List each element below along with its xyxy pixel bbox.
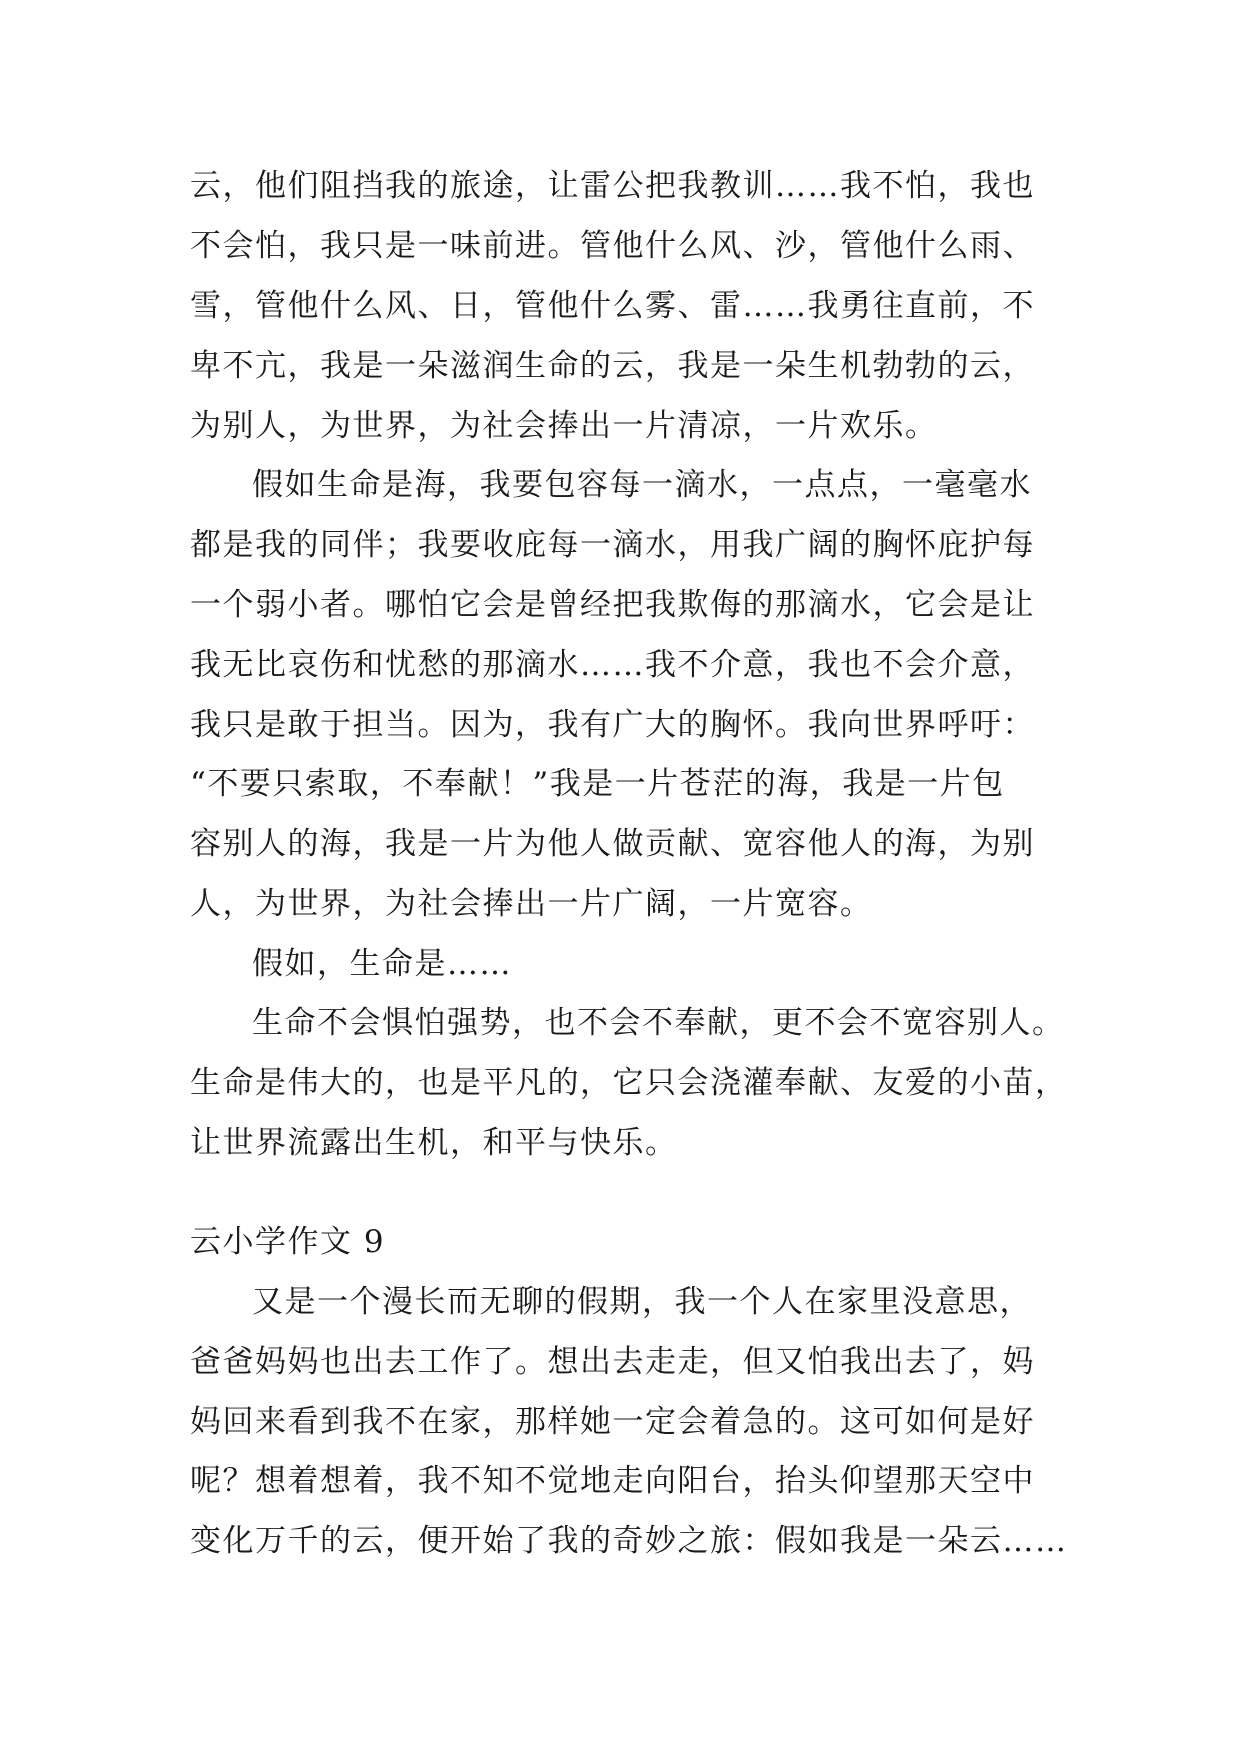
text-line: “不要只索取，不奉献！”我是一片苍茫的海，我是一片包 [190,766,1005,802]
text-line: 变化万千的云，便开始了我的奇妙之旅：假如我是一朵云…… [190,1523,1068,1559]
text-line: 雪，管他什么风、日，管他什么雾、雷……我勇往直前，不 [190,288,1035,324]
paragraph-first-line: 生命不会惧怕强势，也不会不奉献，更不会不宽容别人。 [252,1005,1065,1041]
text-line: 人，为世界，为社会捧出一片广阔，一片宽容。 [190,886,873,922]
text-line: 都是我的同伴；我要收庇每一滴水，用我广阔的胸怀庇护每 [190,527,1035,563]
text-line: 我只是敢于担当。因为，我有广大的胸怀。我向世界呼吁： [190,707,1035,743]
text-line: 为别人，为世界，为社会捧出一片清凉，一片欢乐。 [190,408,938,444]
paragraph-first-line: 假如生命是海，我要包容每一滴水，一点点，一毫毫水 [252,467,1032,503]
text-line: 云，他们阻挡我的旅途，让雷公把我教训……我不怕，我也 [190,168,1035,204]
text-line: 我无比哀伤和忧愁的那滴水……我不介意，我也不会介意， [190,647,1035,683]
text-line: 让世界流露出生机，和平与快乐。 [190,1125,678,1161]
text-line: 呢？想着想着，我不知不觉地走向阳台，抬头仰望那天空中 [190,1463,1035,1499]
text-line: 爸爸妈妈也出去工作了。想出去走走，但又怕我出去了，妈 [190,1344,1035,1380]
section-heading: 云小学作文 9 [190,1224,386,1260]
text-line: 生命是伟大的，也是平凡的，它只会浇灌奉献、友爱的小苗， [190,1065,1068,1101]
paragraph-first-line: 假如，生命是…… [252,946,512,982]
text-line: 容别人的海，我是一片为他人做贡献、宽容他人的海，为别 [190,826,1035,862]
text-line: 妈回来看到我不在家，那样她一定会着急的。这可如何是好 [190,1404,1035,1440]
paragraph-first-line: 又是一个漫长而无聊的假期，我一个人在家里没意思， [252,1284,1032,1320]
text-line: 一个弱小者。哪怕它会是曾经把我欺侮的那滴水，它会是让 [190,587,1035,623]
text-line: 卑不亢，我是一朵滋润生命的云，我是一朵生机勃勃的云， [190,348,1035,384]
text-line: 不会怕，我只是一味前进。管他什么风、沙，管他什么雨、 [190,228,1035,264]
